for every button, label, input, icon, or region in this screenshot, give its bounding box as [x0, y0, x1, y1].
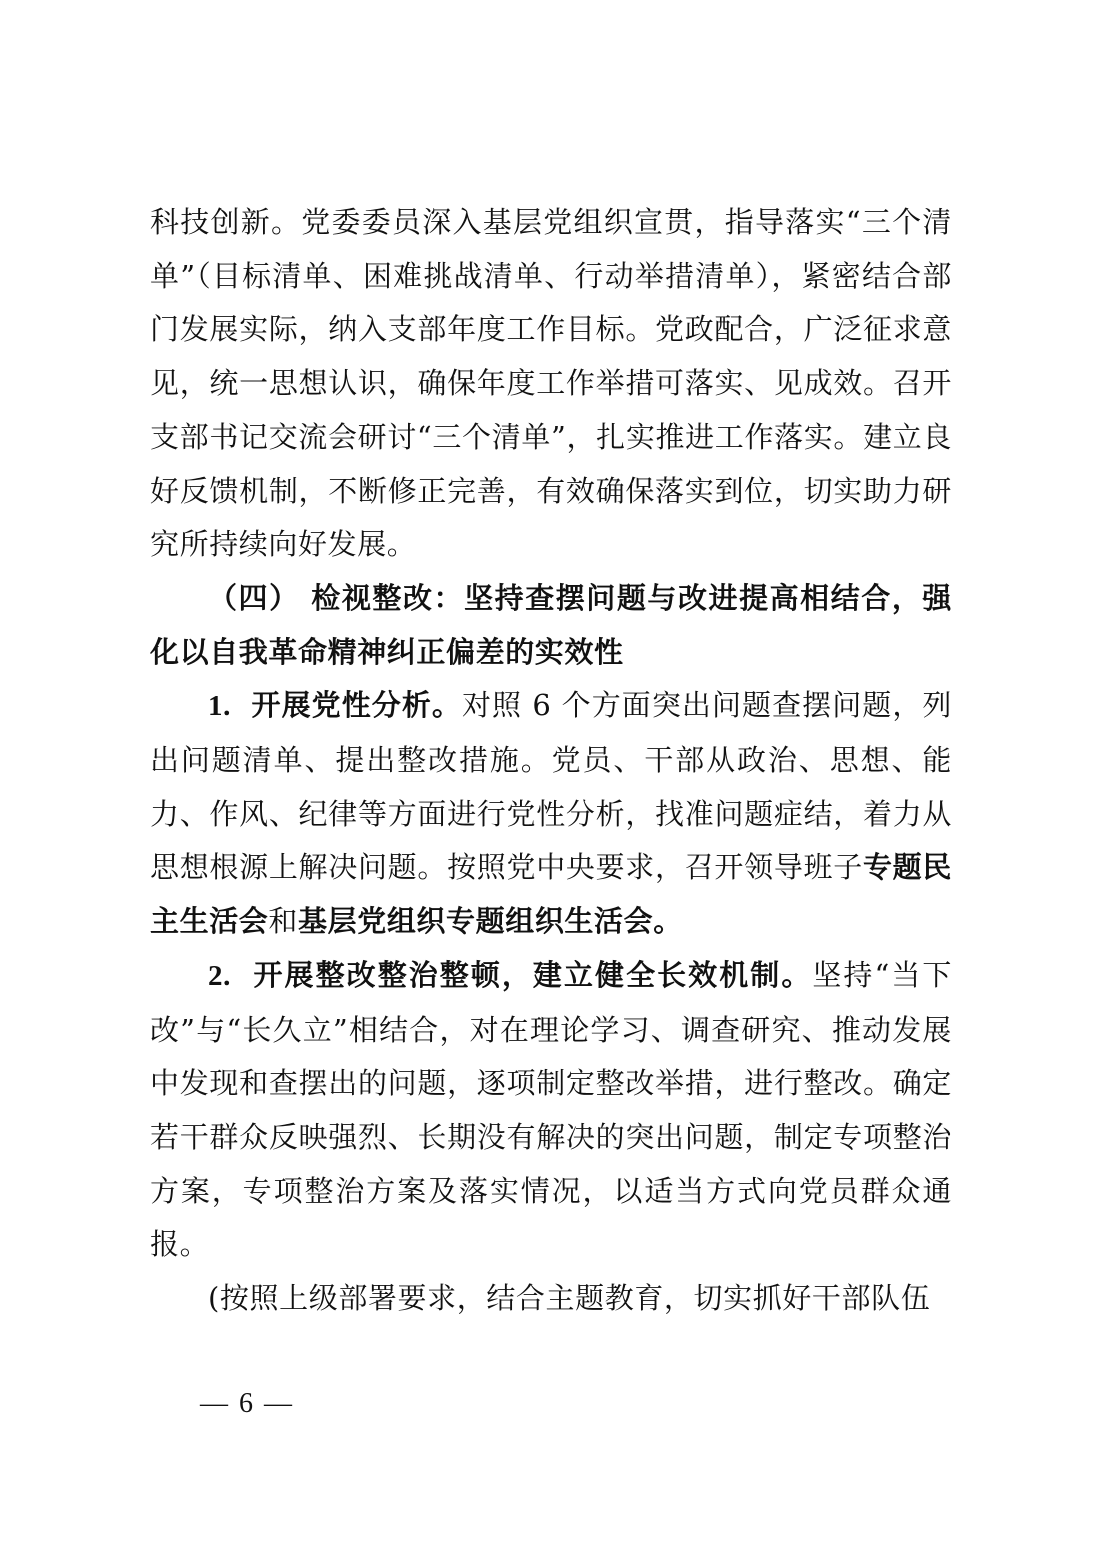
item-1-number: 1. [208, 690, 231, 723]
page-number: — 6 — [200, 1388, 294, 1419]
item-1-bold-org-life: 基层党组织专题组织生活会。 [298, 904, 683, 939]
item-2-title: 开展整改整治整顿，建立健全长效机制。 [253, 957, 813, 992]
item-1-title: 开展党性分析。 [251, 688, 462, 723]
list-item-2 [150, 949, 952, 1272]
item-2-number: 2. [208, 959, 231, 992]
paragraph-last: (按照上级部署要求，结合主题教育，切实抓好干部队伍 [208, 1281, 931, 1316]
item-1-connector: 和 [268, 904, 299, 939]
list-item-1 [150, 679, 952, 949]
item-1-body: 对照 6 个方面突出问题查摆问题，列出问题清单、提出整改措施。党员、干部从政治、思想、能力、作风、纪律等方面进行党性分析，找准问题症结，着力从思想根源上解决问题。按照党中央要求，召开领导班子 [150, 688, 952, 885]
item-1-bold-democratic-life: 专题民主生活会 [150, 850, 952, 939]
paragraph-continuation: 科技创新。党委委员深入基层党组织宣贯，指导落实“三个清单”（目标清单、困难挑战清单、行动举措清单），紧密结合部门发展实际，纳入支部年度工作目标。党政配合，广泛征求意见，统一思想认识，确保年度工作举措可落实、见成效。召开支部书记交流会研讨“三个清单”，扎实推进工作落实。建立良好反馈机制，不断修正完善，有效确保落实到位，切实助力研究所持续向好发展。 [150, 205, 952, 562]
item-2-body: 坚持“当下改”与“长久立”相结合，对在理论学习、调查研究、推动发展中发现和查摆出的问题，逐项制定整改举措，进行整改。确定若干群众反映强烈、长期没有解决的突出问题，制定专项整治方案，专项整治方案及落实情况，以适当方式向党员群众通报。 [150, 957, 952, 1262]
section-heading-4: （四） 检视整改：坚持查摆问题与改进提高相结合，强化以自我革命精神纠正偏差的实效性 [150, 580, 952, 669]
body-text [150, 196, 952, 1326]
